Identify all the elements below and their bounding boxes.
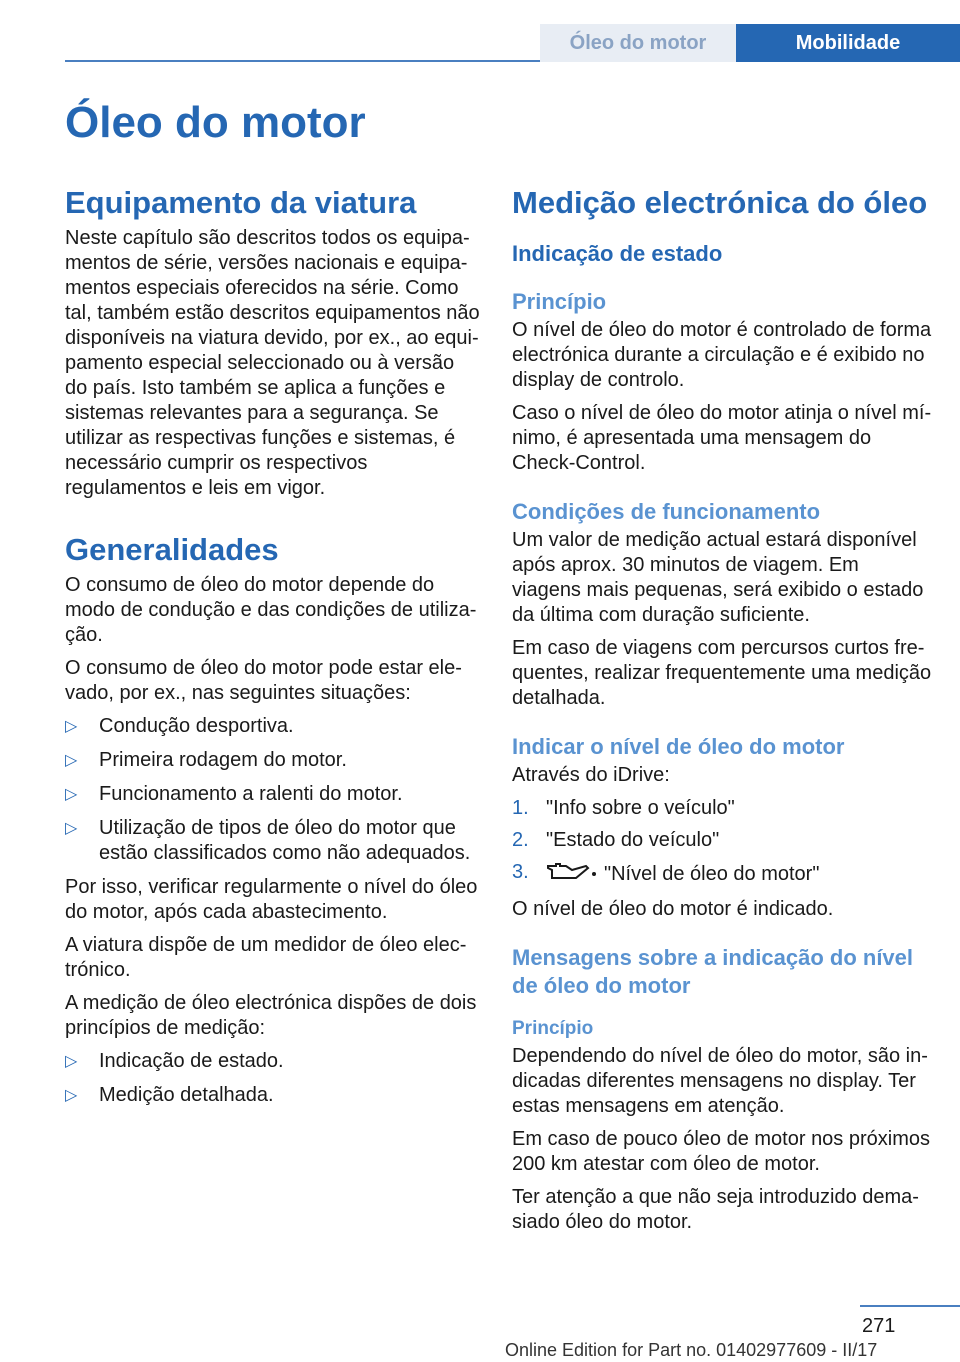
- list-item: 2. "Estado do veículo": [512, 829, 720, 851]
- triangle-bullet-icon: ▷: [65, 1087, 78, 1104]
- header-section-tab: Óleo do motor: [540, 24, 736, 62]
- triangle-bullet-icon: ▷: [65, 718, 78, 735]
- left-column: [65, 184, 480, 1117]
- page-title: Óleo do motor: [65, 98, 366, 147]
- conditions-heading: Condições de funcionamento: [512, 499, 821, 524]
- situations-list: [65, 714, 480, 866]
- list-item: ▷ Medição detalhada.: [65, 1084, 274, 1106]
- triangle-bullet-icon: ▷: [65, 820, 78, 837]
- messages-paragraph: Dependendo do nível de óleo do motor, são indicadas diferentes mensagens no display. Ter estas mensagens em atenção.: [512, 1045, 928, 1117]
- general-heading: Generalidades: [65, 532, 279, 567]
- general-paragraph: O consumo de óleo do motor depende do modo de condução e das condições de utilização.: [65, 574, 477, 646]
- status-heading: Indicação de estado: [512, 241, 723, 266]
- list-item: ▷ Condução desportiva.: [65, 715, 294, 737]
- triangle-bullet-icon: ▷: [65, 752, 78, 769]
- list-item: ▷ Indicação de estado.: [65, 1050, 284, 1072]
- list-item: 1. "Info sobre o veículo": [512, 797, 735, 819]
- equipment-text: Neste capítulo são descritos todos os equipamentos de série, versões nacionais e equipamentos especiais oferecidos na série. Como tal, também estão descritos equipamentos não disponíveis na viatura devido, por ex., ao equipamento especial seleccionado ou à versão do país. Isto também se aplica a funções e sistemas relevantes para a segurança. Se utilizar as respectivas funções e sistemas, é necessário cumprir os respectivos regulamentos e leis em vigor.: [65, 227, 480, 499]
- indicate-paragraph: O nível de óleo do motor é indicado.: [512, 898, 834, 920]
- list-item: ▷ Funcionamento a ralenti do motor.: [65, 783, 403, 805]
- header-chapter-tab: Mobilidade: [736, 24, 960, 62]
- messages-paragraph: Em caso de pouco óleo de motor nos próximos 200 km atestar com óleo de motor.: [512, 1128, 930, 1175]
- triangle-bullet-icon: ▷: [65, 1053, 78, 1070]
- list-item: 3. "Nível de óleo do motor": [512, 860, 932, 889]
- messages-heading: Mensagens sobre a indicação do nível de óleo do motor: [512, 945, 914, 998]
- steps-list: [512, 796, 932, 889]
- principle-paragraph: Caso o nível de óleo do motor atinja o nível mínimo, é apresentada uma mensagem do Check-Control.: [512, 402, 932, 474]
- oil-can-icon: [546, 860, 598, 889]
- principle-heading: Princípio: [512, 289, 607, 314]
- general-paragraph: A viatura dispõe de um medidor de óleo electrónico.: [65, 934, 467, 981]
- list-item: ▷ Utilização de tipos de óleo do motor que estão classificados como não adequados.: [65, 817, 471, 864]
- indicate-paragraph: Através do iDrive:: [512, 764, 670, 786]
- principle-paragraph: O nível de óleo do motor é controlado de forma electrónica durante a circulação e é exibido no display de controlo.: [512, 319, 932, 391]
- right-column: [512, 184, 932, 1243]
- general-paragraph: Por isso, verificar regularmente o nível do óleo do motor, após cada abastecimento.: [65, 876, 478, 923]
- general-paragraph: O consumo de óleo do motor pode estar elevado, por ex., nas seguintes situações:: [65, 657, 462, 704]
- messages-principle-heading: Princípio: [512, 1018, 594, 1039]
- footer-rule: [860, 1305, 960, 1307]
- principles-list: [65, 1049, 480, 1108]
- page-number: 271: [862, 1315, 896, 1337]
- conditions-paragraph: Em caso de viagens com percursos curtos frequentes, realizar frequentemente uma medição detalhada.: [512, 637, 932, 709]
- edition-footer: Online Edition for Part no. 01402977609 - II/17: [505, 1340, 878, 1360]
- indicate-heading: Indicar o nível de óleo do motor: [512, 734, 845, 759]
- electronic-measurement-heading: Medição electrónica do óleo: [512, 185, 928, 220]
- triangle-bullet-icon: ▷: [65, 786, 78, 803]
- general-paragraph: A medição de óleo electrónica dispões de dois princípios de medição:: [65, 992, 477, 1039]
- messages-paragraph: Ter atenção a que não seja introduzido demasiado óleo do motor.: [512, 1186, 919, 1233]
- list-item: ▷ Primeira rodagem do motor.: [65, 749, 347, 771]
- conditions-paragraph: Um valor de medição actual estará disponível após aprox. 30 minutos de viagem. Em viagens mais pequenas, será exibido o estado da última com duração suficiente.: [512, 529, 924, 626]
- equipment-heading: Equipamento da viatura: [65, 185, 417, 220]
